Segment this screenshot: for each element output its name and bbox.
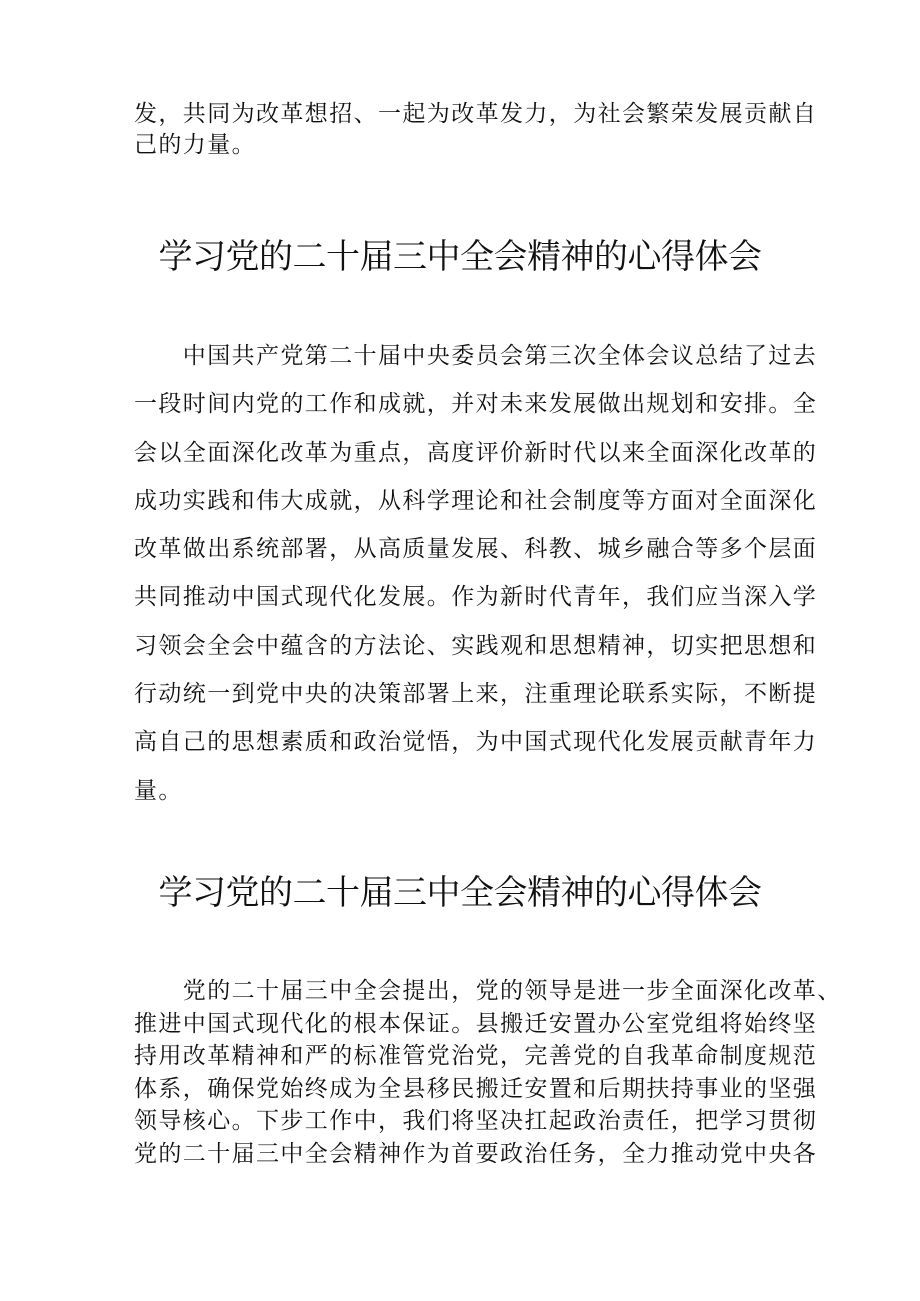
paragraph-line: 共同推动中国式现代化发展。作为新时代青年，我们应当深入学 <box>134 584 818 611</box>
paragraph-line: 体系，确保党始终成为全县移民搬迁安置和后期扶持事业的坚强 <box>134 1075 818 1102</box>
paragraph-body <box>134 332 818 815</box>
paragraph-line: 一段时间内党的工作和成就，并对未来发展做出规划和安排。全 <box>134 391 818 418</box>
paragraph-line: 高自己的思想素质和政治觉悟，为中国式现代化发展贡献青年力 <box>134 729 818 756</box>
paragraph-line: 党的二十届三中全会提出，党的领导是进一步全面深化改革、 <box>134 978 842 1004</box>
paragraph-line: 推进中国式现代化的根本保证。县搬迁安置办公室党组将始终坚 <box>134 1010 818 1037</box>
paragraph-line: 发，共同为改革想招、一起为改革发力，为社会繁荣发展贡献自 <box>134 101 818 127</box>
paragraph-line: 改革做出系统部署，从高质量发展、科教、城乡融合等多个层面 <box>134 536 818 563</box>
paragraph-line: 会以全面深化改革为重点，高度评价新时代以来全面深化改革的 <box>134 439 818 466</box>
section-title: 学习党的二十届三中全会精神的心得体会 <box>158 237 762 277</box>
paragraph-line: 习领会全会中蕴含的方法论、实践观和思想精神，切实把思想和 <box>134 632 818 659</box>
paragraph-line: 中国共产党第二十届中央委员会第三次全体会议总结了过去 <box>134 343 818 369</box>
paragraph-line: 己的力量。 <box>134 132 256 158</box>
paragraph-line: 党的二十届三中全会精神作为首要政治任务，全力推动党中央各 <box>134 1140 818 1167</box>
paragraph-line: 持用改革精神和严的标准管党治党，完善党的自我革命制度规范 <box>134 1043 818 1069</box>
paragraph-line: 量。 <box>134 777 183 804</box>
paragraph-line: 行动统一到党中央的决策部署上来，注重理论联系实际，不断提 <box>134 681 818 708</box>
section-title: 学习党的二十届三中全会精神的心得体会 <box>158 873 762 913</box>
paragraph-line: 成功实践和伟大成就，从科学理论和社会制度等方面对全面深化 <box>134 487 818 514</box>
paragraph-continued <box>134 99 818 161</box>
paragraph-body <box>134 975 842 1170</box>
paragraph-line: 领导核心。下步工作中，我们将坚决扛起政治责任，把学习贯彻 <box>134 1108 818 1134</box>
